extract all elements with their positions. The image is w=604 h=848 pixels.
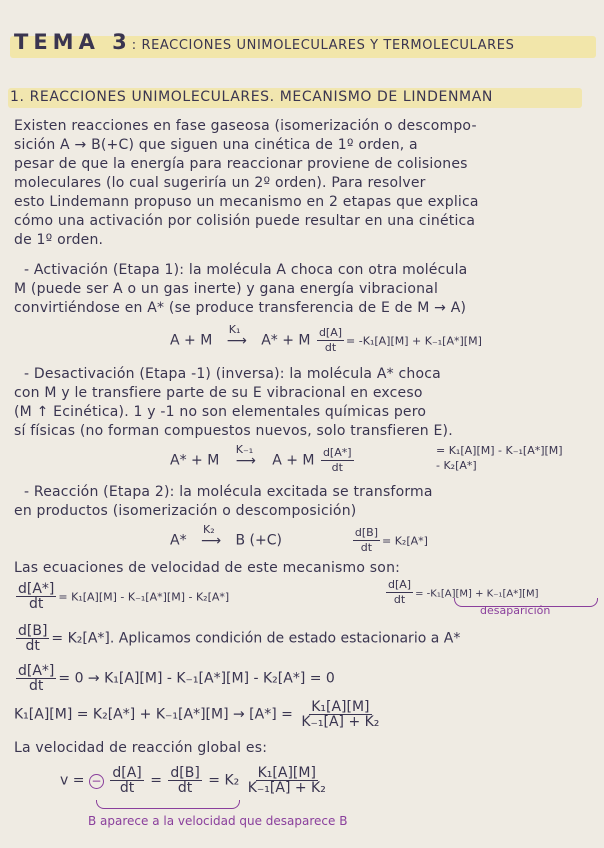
reaction-arrow: K₂ ⟶: [200, 522, 222, 549]
global-rate-equation: v = − $\frac{d[A]}{dt}$ = $\frac{d[B]}{dt}$ = K₂ $\frac{\text{K₁[A][M]}}{\text{K₋₁[A] + K₂}}$: [60, 765, 326, 796]
desactivacion-line: (M ↑ Ecinética). 1 y -1 no son elementales químicas pero: [14, 404, 427, 420]
tema-label: TEMA 3: [14, 30, 132, 54]
reaccion-line: en productos (isomerización o descomposición): [14, 503, 357, 519]
intro-line: cómo una activación por colisión puede resultar en una cinética: [14, 213, 476, 229]
eq-steady-state: $\frac{d[A*]}{dt}$ = 0 → K₁[A][M] - K₋₁[A*][M] - K₂[A*] = 0: [18, 663, 335, 694]
eq-a: $\frac{d[A]}{dt}$ = -K₁[A][M] + K₋₁[A*][M]: [388, 578, 539, 606]
minus-circle-icon: −: [89, 774, 104, 789]
rate-fraction: $\frac{d[B]}{dt}$: [354, 526, 378, 554]
eq-solve-astar: K₁[A][M] = K₂[A*] + K₋₁[A*][M] → [A*] = $\frac{\text{K₁[A][M]}}{\text{K₋₁[A] + K₂}}$: [14, 699, 380, 730]
desactivacion-line: sí físicas (no forman compuestos nuevos, solo transfieren E).: [14, 423, 453, 439]
rate-fraction: $\frac{d[A*]}{dt}$: [322, 446, 352, 474]
eq-astar: $\frac{d[A*]}{dt}$ = K₁[A][M] - K₋₁[A*][M] - K₂[A*]: [18, 581, 230, 612]
footnote: B aparece a la velocidad que desaparece B: [88, 814, 348, 828]
reaction-arrow: K₁ ⟶: [226, 322, 247, 349]
activacion-line: - Activación (Etapa 1): la molécula A choca con otra molécula: [24, 262, 468, 278]
rate-fraction: $\frac{d[A]}{dt}$: [318, 326, 343, 354]
page-title: [14, 30, 514, 54]
desactivacion-equation: A* + M K₋₁ ⟶ A + M $\frac{d[A*]}{dt}$: [170, 442, 352, 474]
intro-line: moleculares (lo cual sugeriría un 2º orden). Para resolver: [14, 175, 426, 191]
desactivacion-rate: = K₁[A][M] - K₋₁[A*][M]: [436, 444, 563, 457]
desactivacion-line: - Desactivación (Etapa -1) (inversa): la molécula A* choca: [24, 366, 441, 382]
reaccion-line: - Reacción (Etapa 2): la molécula excitada se transforma: [24, 484, 433, 500]
underline-bracket: [96, 800, 240, 809]
eq-b: $\frac{d[B]}{dt}$ = K₂[A*]. Aplicamos condición de estado estacionario a A*: [18, 623, 461, 654]
reaction-arrow: K₋₁ ⟶: [235, 442, 256, 469]
desactivacion-line: con M y le transfiere parte de su E vibracional en exceso: [14, 385, 423, 401]
desaparicion-note: desaparición: [480, 604, 551, 617]
global-intro: La velocidad de reacción global es:: [14, 740, 268, 756]
activacion-equation: A + M K₁ ⟶ A* + M $\frac{d[A]}{dt}$ = -K₁[A][M] + K₋₁[A*][M]: [170, 322, 482, 354]
desactivacion-rate: - K₂[A*]: [436, 459, 477, 472]
reaccion-equation: A* K₂ ⟶ B (+C) $\frac{d[B]}{dt}$ = K₂[A*]: [170, 522, 428, 554]
intro-line: esto Lindemann propuso un mecanismo en 2 etapas que explica: [14, 194, 479, 210]
intro-line: Existen reacciones en fase gaseosa (isomerización o descompo-: [14, 118, 477, 134]
intro-line: sición A → B(+C) que siguen una cinética de 1º orden, a: [14, 137, 418, 153]
activacion-line: convirtiéndose en A* (se produce transferencia de E de M → A): [14, 300, 467, 316]
intro-line: pesar de que la energía para reaccionar proviene de colisiones: [14, 156, 468, 172]
section-title: 1. REACCIONES UNIMOLECULARES. MECANISMO DE LINDENMAN: [10, 89, 493, 105]
intro-line: de 1º orden.: [14, 232, 104, 248]
activacion-line: M (puede ser A o un gas inerte) y gana energía vibracional: [14, 281, 439, 297]
velocidad-intro: Las ecuaciones de velocidad de este mecanismo son:: [14, 560, 401, 576]
tema-subtitle: : REACCIONES UNIMOLECULARES Y TERMOLECULARES: [131, 38, 515, 53]
